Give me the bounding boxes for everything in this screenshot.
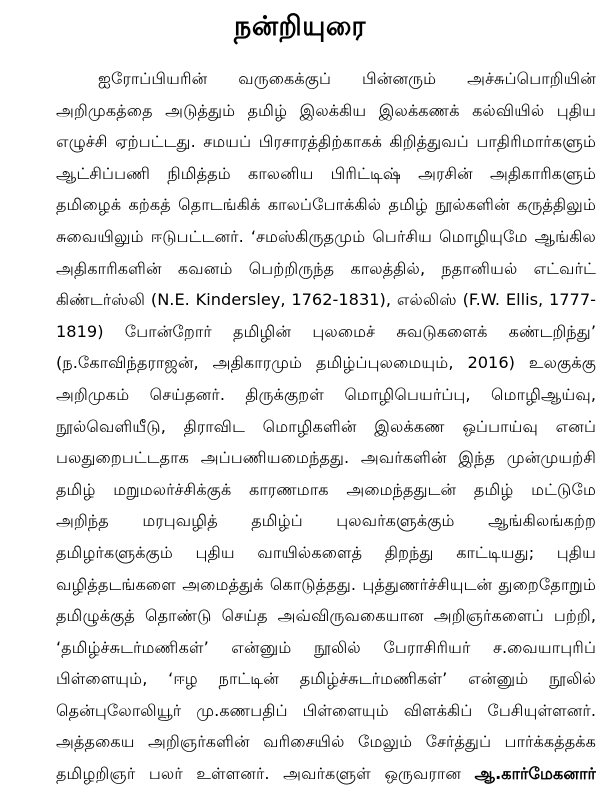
page-title: நன்றியுரை: [234, 11, 366, 42]
text-line: அத்தகைய அறிஞர்களின் வரிசையில் மேலும் சேர்த்துப் பார்க்கத்தக்க: [56, 732, 596, 752]
text-line: தென்புலோலியூர் மு.கணபதிப் பிள்ளையும் விளக்கிப் பேசியுள்ளனர்.: [56, 700, 596, 720]
text-line: தமிழர்களுக்கும் புதிய வாயில்களைத் திறந்து காட்டியது; புதிய: [56, 542, 596, 562]
text-line: அறிந்த மரபுவழித் தமிழ்ப் புலவர்களுக்கும் ஆங்கிலங்கற்ற: [56, 511, 596, 531]
text-line: 1819) போன்றோர் தமிழின் புலமைச் சுவடுகளைக் கண்டறிந்து’: [56, 321, 596, 341]
text-line: தமிழ் மறுமலர்ச்சிக்குக் காரணமாக அமைந்ததுடன் தமிழ் மட்டுமே: [56, 479, 596, 499]
text-line: ஐரோப்பியரின் வருகைக்குப் பின்னரும் அச்சுப்பொறியின்: [98, 69, 596, 88]
text-line: தமிழுக்குத் தொண்டு செய்த அவ்விருவகையான அறிஞர்களைப் பற்றி,: [56, 606, 596, 626]
last-line-text: தமிழறிஞர் பலர் உள்ளனர். அவர்களுள் ஒருவரான: [56, 764, 462, 784]
text-line: (ந.கோவிந்தராஜன், அதிகாரமும் தமிழ்ப்புலமையும், 2016) உலகுக்கு: [56, 353, 596, 373]
body-paragraph: [56, 63, 596, 790]
author-name: ஆ.கார்மேகனார்: [474, 764, 596, 784]
text-line: பலதுறைபட்டதாக அப்பணியமைந்தது. அவர்களின் இந்த முன்முயற்சி: [56, 448, 596, 468]
text-line: வழித்தடங்களை அமைத்துக் கொடுத்தது. புத்துணர்ச்சியுடன் துறைதோறும்: [56, 574, 596, 594]
text-line: கிண்டர்ஸ்லி (N.E. Kindersley, 1762-1831), எல்லிஸ் (F.W. Ellis, 1777-: [56, 290, 596, 310]
text-line: நூல்வெளியீடு, திராவிட மொழிகளின் இலக்கண ஒப்பாய்வு எனப்: [56, 416, 596, 436]
text-line: அறிமுகம் செய்தனர். திருக்குறள் மொழிபெயர்ப்பு, மொழிஆய்வு,: [56, 384, 596, 404]
text-line: அதிகாரிகளின் கவனம் பெற்றிருந்த காலத்தில், நதானியல் எட்வர்ட்: [56, 258, 596, 278]
text-line: சுவையிலும் ஈடுபட்டனர். ‘சமஸ்கிருதமும் பெர்சிய மொழியுமே ஆங்கில: [56, 226, 596, 246]
text-line: ஆட்சிப்பணி நிமித்தம் காலனிய பிரிட்டிஷ் அரசின் அதிகாரிகளும்: [56, 163, 596, 183]
text-line: தமிழைக் கற்கத் தொடங்கிக் காலப்போக்கில் தமிழ் நூல்களின் கருத்திலும்: [56, 195, 596, 215]
text-line: எழுச்சி ஏற்பட்டது. சமயப் பிரசாரத்திற்காகக் கிறித்துவப் பாதிரிமார்களும்: [56, 132, 596, 152]
text-line-last: [56, 758, 596, 790]
text-line: அறிமுகத்தை அடுத்தும் தமிழ் இலக்கிய இலக்கணக் கல்வியில் புதிய: [56, 100, 596, 120]
text-line: ‘தமிழ்ச்சுடர்மணிகள்’ என்னும் நூலில் பேராசிரியர் ச.வையாபுரிப்: [56, 637, 596, 657]
text-line: பிள்ளையும், ‘ஈழ நாட்டின் தமிழ்ச்சுடர்மணிகள்’ என்னும் நூலில்: [56, 669, 596, 689]
